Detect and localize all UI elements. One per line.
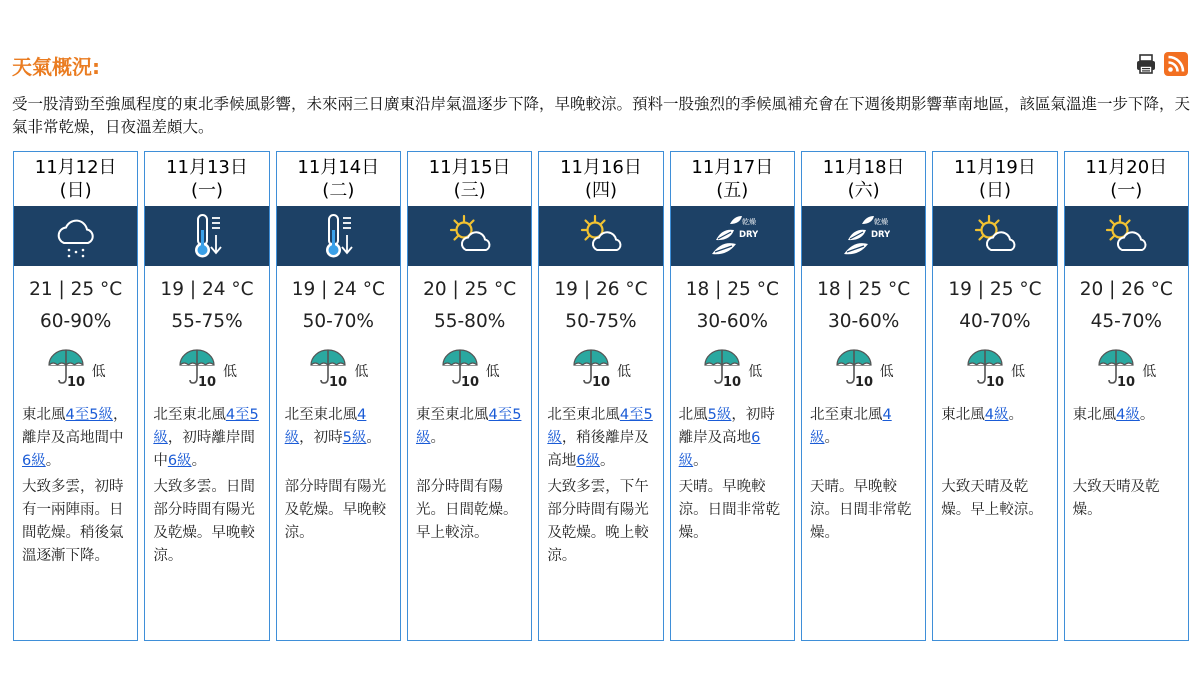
humidity-range: 30-60% (827, 311, 900, 332)
sunny-periods-icon[interactable] (969, 210, 1021, 262)
psr-level: 低 (91, 364, 106, 380)
wind-level-link[interactable]: 4級 (984, 407, 1009, 423)
forecast-description: 大致天晴及乾燥。早上較涼。 (941, 479, 1043, 518)
wind-level-link[interactable]: 5級 (707, 407, 732, 423)
forecast-date (1065, 152, 1188, 206)
temperature-range: 21 | 25 °C (29, 279, 123, 300)
wind-text (145, 404, 268, 474)
wind-level-link[interactable]: 4級 (284, 407, 367, 446)
date-text: 11月17日 (691, 157, 774, 178)
dry-en-text: DRY (870, 230, 890, 240)
dry-icon[interactable] (838, 210, 890, 262)
wind-text (14, 404, 137, 474)
humidity-range: 60-90% (39, 311, 112, 332)
psr-row (145, 346, 268, 392)
weather-icon-band (671, 206, 794, 266)
sunny-periods-icon[interactable] (444, 210, 496, 262)
rss-icon[interactable] (1164, 52, 1188, 76)
weather-icon-band (1065, 206, 1188, 266)
forecast-card (144, 151, 269, 641)
wind-level-link[interactable]: 6級 (678, 430, 761, 469)
humidity-range: 40-70% (959, 311, 1031, 332)
weekday-text: (五) (716, 180, 749, 201)
temperature-range: 19 | 26 °C (554, 279, 648, 300)
temperature-range: 18 | 25 °C (817, 279, 911, 300)
date-text: 11月12日 (34, 157, 117, 178)
psr-row (14, 346, 137, 392)
forecast-description: 天晴。早晚較涼。日間非常乾燥。 (678, 479, 781, 541)
cold-icon[interactable] (181, 210, 233, 262)
wind-text (539, 404, 662, 474)
weekday-text: (一) (1110, 180, 1143, 201)
psr-number-text: 10 (854, 375, 873, 389)
forecast-date (539, 152, 662, 206)
wind-text-part: 北至東北風 (547, 407, 620, 423)
wind-text (277, 404, 400, 474)
date-text: 11月20日 (1085, 157, 1168, 178)
page-title: 天氣概況: (12, 55, 100, 79)
psr-number-text: 10 (66, 375, 85, 389)
forecast-card (538, 151, 663, 641)
wind-text (1065, 404, 1188, 474)
forecast-description: 大致多雲，初時有一兩陣雨。日間乾燥。稍後氣溫逐漸下降。 (22, 479, 124, 564)
forecast-date (933, 152, 1056, 206)
wind-text-part: ，初時離岸間中 (153, 430, 255, 469)
nine-day-forecast (13, 151, 1189, 641)
date-text: 11月13日 (166, 157, 248, 178)
showers-icon[interactable] (50, 210, 102, 262)
umbrella-icon[interactable] (571, 345, 615, 393)
forecast-date (277, 152, 400, 206)
humidity-range: 45-70% (1090, 311, 1162, 332)
weekday-text: (六) (847, 180, 880, 201)
wind-text (802, 404, 925, 474)
temperature-range: 19 | 25 °C (948, 279, 1042, 300)
humidity-range: 55-80% (433, 311, 506, 332)
wind-text-part: 。 (366, 430, 381, 446)
date-text: 11月15日 (428, 157, 511, 178)
wind-text-part: 。 (693, 453, 708, 469)
wind-text-part: ，離岸及高地間中 (22, 407, 128, 446)
psr-row (933, 346, 1056, 392)
umbrella-icon[interactable] (177, 345, 221, 393)
umbrella-icon[interactable] (965, 345, 1009, 393)
printer-icon[interactable] (1134, 52, 1158, 76)
psr-row (671, 346, 794, 392)
dry-cn-text: 乾燥 (742, 218, 757, 226)
wind-level-link[interactable]: 4級 (809, 407, 892, 446)
weekday-text: (一) (190, 180, 224, 201)
wind-text-part: 。 (430, 430, 445, 446)
psr-number-text: 10 (197, 375, 217, 389)
psr-number-text: 10 (591, 375, 611, 389)
psr-row (408, 346, 531, 392)
wind-level-link[interactable]: 5級 (342, 430, 367, 446)
toolbar (1134, 52, 1188, 76)
temperature-range: 19 | 24 °C (291, 279, 385, 300)
umbrella-icon[interactable] (46, 345, 90, 393)
wind-text (408, 404, 531, 474)
wind-text-part: 東至東北風 (415, 407, 489, 423)
psr-level: 低 (354, 364, 369, 380)
dry-cn-text: 乾燥 (873, 218, 888, 226)
sunny-periods-icon[interactable] (1100, 210, 1152, 262)
wind-text-part: 。 (45, 453, 61, 469)
wind-text-part: 東北風 (22, 407, 66, 423)
weekday-text: (二) (322, 180, 355, 201)
wind-text-part: 。 (1139, 407, 1155, 423)
forecast-date (671, 152, 794, 206)
forecast-description: 大致多雲。日間部分時間有陽光及乾燥。早晚較涼。 (153, 479, 255, 564)
weather-icon-band (539, 206, 662, 266)
forecast-date (802, 152, 925, 206)
umbrella-icon[interactable] (834, 345, 878, 393)
wind-text-part: ，稍後離岸及高地 (547, 430, 649, 469)
wind-level-link[interactable]: 6級 (167, 453, 192, 469)
forecast-description: 天晴。早晚較涼。日間非常乾燥。 (809, 479, 912, 541)
forecast-card (932, 151, 1057, 641)
forecast-description: 部分時間有陽光。日間乾燥。早上較涼。 (415, 479, 518, 541)
wind-text-part: 。 (824, 430, 839, 446)
forecast-description: 部分時間有陽光及乾燥。早晚較涼。 (284, 479, 387, 541)
forecast-card (801, 151, 926, 641)
forecast-date (145, 152, 268, 206)
umbrella-icon[interactable] (1096, 345, 1140, 393)
date-text: 11月16日 (560, 157, 642, 178)
weekday-text: (三) (453, 180, 486, 201)
sunny-periods-icon[interactable] (575, 210, 627, 262)
wind-text-part: 北至東北風 (284, 407, 358, 423)
wind-level-link[interactable]: 4至5級 (415, 407, 522, 446)
date-text: 11月18日 (822, 157, 905, 178)
wind-level-link[interactable]: 4級 (1116, 407, 1140, 423)
wind-text-part: 。 (1008, 407, 1024, 423)
temperature-range: 19 | 24 °C (160, 279, 254, 300)
wind-level-link[interactable]: 4至5級 (65, 407, 113, 423)
temperature-range: 20 | 25 °C (423, 279, 517, 300)
psr-level: 低 (222, 364, 237, 380)
umbrella-icon[interactable] (308, 345, 352, 393)
forecast-card (13, 151, 138, 641)
temperature-range: 20 | 26 °C (1079, 279, 1173, 300)
forecast-description: 大致天晴及乾燥。 (1072, 479, 1160, 518)
forecast-card (1064, 151, 1189, 641)
wind-text-part: 東北風 (941, 407, 985, 423)
wind-text-part: 。 (600, 453, 615, 469)
cold-icon[interactable] (312, 210, 364, 262)
psr-row (277, 346, 400, 392)
psr-level: 低 (748, 364, 763, 380)
humidity-range: 55-75% (171, 311, 243, 332)
wind-level-link[interactable]: 4至5級 (547, 407, 653, 446)
psr-row (802, 346, 925, 392)
wind-text-part: 東北風 (1072, 407, 1117, 423)
weather-icon-band (277, 206, 400, 266)
forecast-description: 大致多雲，下午部分時間有陽光及乾燥。晚上較涼。 (547, 479, 649, 564)
psr-number-text: 10 (1117, 375, 1136, 389)
weather-summary: 受一股清勁至強風程度的東北季候風影響，未來兩三日廣東沿岸氣溫逐步下降，早晚較涼。預料一股強烈的季候風補充會在下週後期影響華南地區，該區氣溫進一步下降，天氣非常乾燥，日夜溫差頗大。 (12, 95, 1191, 136)
forecast-card (670, 151, 795, 641)
weather-icon-band (14, 206, 137, 266)
humidity-range: 30-60% (696, 311, 768, 332)
psr-number-text: 10 (985, 375, 1005, 389)
humidity-range: 50-75% (565, 311, 637, 332)
wind-text-part: 北至東北風 (153, 407, 226, 423)
psr-row (539, 346, 662, 392)
wind-text-part: 。 (191, 453, 207, 469)
psr-number-text: 10 (329, 375, 348, 389)
date-text: 11月14日 (297, 157, 380, 178)
psr-level: 低 (485, 364, 500, 380)
dry-en-text: DRY (739, 230, 759, 240)
psr-number-text: 10 (723, 375, 742, 389)
psr-level: 低 (1142, 364, 1157, 380)
umbrella-icon[interactable] (440, 345, 484, 393)
psr-level: 低 (879, 364, 894, 380)
weather-icon-band (145, 206, 268, 266)
wind-level-link[interactable]: 6級 (22, 453, 46, 469)
umbrella-icon[interactable] (702, 345, 746, 393)
forecast-card (276, 151, 401, 641)
weekday-text: (四) (584, 180, 617, 201)
wind-text (933, 404, 1056, 474)
wind-text-part: 北風 (678, 407, 708, 423)
date-text: 11月19日 (954, 157, 1036, 178)
wind-text-part: 北至東北風 (809, 407, 883, 423)
weather-icon-band (408, 206, 531, 266)
wind-level-link[interactable]: 6級 (576, 453, 601, 469)
weekday-text: (日) (978, 180, 1011, 201)
wind-level-link[interactable]: 4至5級 (153, 407, 259, 446)
wind-text (671, 404, 794, 474)
wind-text-part: ，初時離岸及高地 (678, 407, 775, 446)
weather-icon-band (802, 206, 925, 266)
dry-icon[interactable] (706, 210, 758, 262)
forecast-date (14, 152, 137, 206)
psr-number-text: 10 (460, 375, 479, 389)
humidity-range: 50-70% (302, 311, 374, 332)
weekday-text: (日) (59, 180, 92, 201)
wind-text-part: ，初時 (299, 430, 343, 446)
forecast-card (407, 151, 532, 641)
forecast-date (408, 152, 531, 206)
psr-level: 低 (1010, 364, 1025, 380)
weather-icon-band (933, 206, 1056, 266)
psr-row (1065, 346, 1188, 392)
psr-level: 低 (616, 364, 631, 380)
temperature-range: 18 | 25 °C (685, 279, 779, 300)
